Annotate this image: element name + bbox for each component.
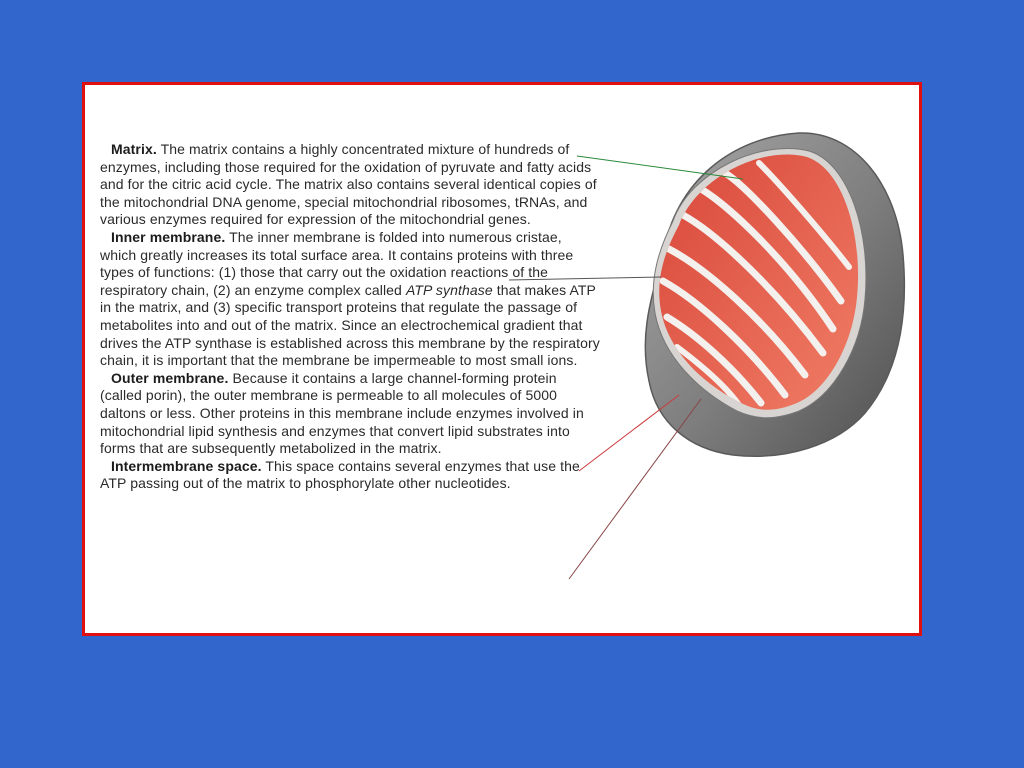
outer-membrane-term-period: . [224, 369, 229, 386]
outer-membrane-description: Because it contains a large channel-forming protein (called porin), the outer membrane is permeable to all molecules of 5000 daltons or less. Other proteins in this membrane include enzymes involved in mitochondrial lipid synthesis and enzymes that convert lipid substrates into forms that are subsequently metabolized in the matrix. [100, 369, 584, 457]
inner-membrane-term: Inner membrane [111, 228, 222, 245]
inner-membrane-term-period: . [221, 228, 226, 245]
outer-membrane-term: Outer membrane [111, 369, 225, 386]
inner-membrane-description-end: that makes ATP in the matrix, and (3) specific transport proteins that regulate the passage of metabolites into and out of the matrix. Since an electrochemical gradient that drives the ATP synthase is established across this membrane by the respiratory chain, it is important that the membrane be impermeable to most small ions. [100, 281, 600, 369]
matrix-description: The matrix contains a highly concentrated mixture of hundreds of enzymes, including those required for the oxidation of pyruvate and fatty acids and for the citric acid cycle. The matrix also contains several identical copies of the mitochondrial DNA genome, special mitochondrial ribosomes, tRNAs, and various enzymes required for expression of the mitochondrial genes. [100, 141, 597, 228]
outer-membrane-leader-line [579, 395, 679, 471]
inner-membrane-description-start: The inner membrane is folded into numerous cristae, which greatly increases its total surface area. It contains proteins with three types of functions: (1) those that carry out the oxidation reactions of the respiratory chain, (2) an enzyme complex called [100, 228, 574, 298]
mitochondrion-diagram [85, 85, 919, 633]
intermembrane-space-term: Intermembrane space [111, 457, 258, 474]
matrix-term-period: . [152, 141, 157, 157]
matrix-term: Matrix [111, 141, 153, 157]
inner-membrane-leader-line [509, 277, 661, 280]
intermembrane-space-leader-line [569, 399, 701, 579]
figure-frame [82, 82, 922, 636]
atp-synthase-emphasis: ATP synthase [405, 281, 493, 298]
intermembrane-space-description: This space contains several enzymes that use the ATP passing out of the matrix to phosphorylate other nucleotides. [100, 457, 580, 492]
intermembrane-space-term-period: . [257, 457, 262, 474]
